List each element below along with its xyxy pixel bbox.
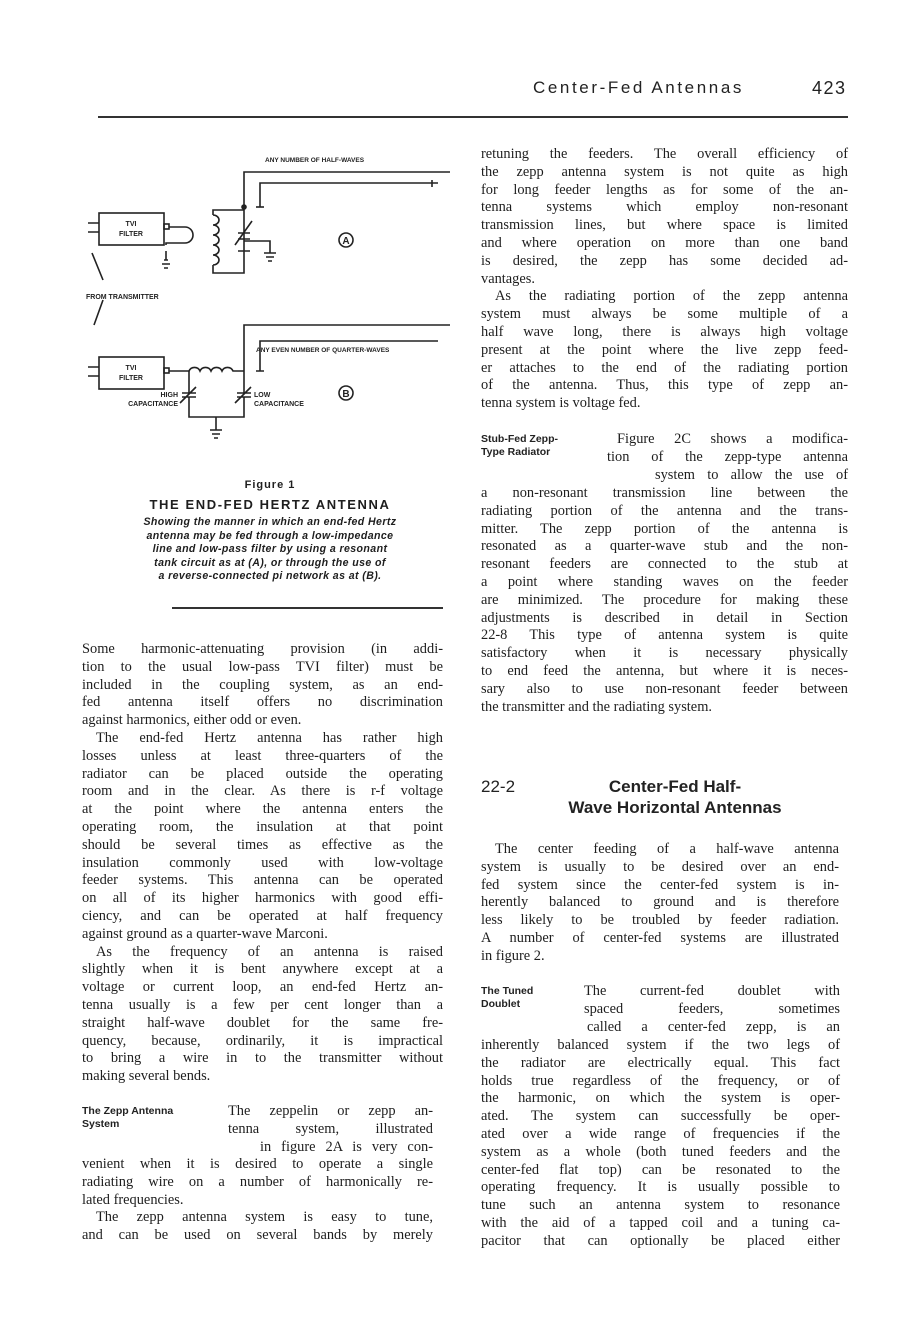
label-capacitance-high: CAPACITANCE [128, 401, 178, 408]
header-rule [98, 116, 848, 118]
text-line: straight half-wave doublet for the same fre- [82, 1014, 443, 1031]
text-line: The current-fed doublet with [584, 983, 840, 999]
text-line: against ground as a quarter-wave Marconi. [82, 925, 328, 942]
text-line: to bring a wire in to the transmitter without [82, 1050, 443, 1067]
sidehead-zepp-antenna [82, 1105, 173, 1131]
caption-line: antenna may be fed through a low-impedance [146, 529, 394, 542]
text-line: and where operation on more than one band [481, 234, 848, 251]
caption-line: a reverse-connected pi network as at (B). [158, 570, 382, 582]
figure-rule [172, 607, 443, 609]
sidehead-line: Type Radiator [481, 446, 551, 458]
text-line: slightly when it is bent anywhere except at a [82, 961, 443, 978]
text-line: the transmitter and the radiating system. [481, 698, 712, 715]
text-line: The zeppelin or zepp an- [228, 1103, 433, 1119]
text-line: losses unless at least three-quarters of the [82, 747, 443, 764]
text-line: included in the coupling system, as an end- [82, 676, 443, 693]
sidehead-stub-fed-zepp [481, 433, 558, 459]
text-line: radiating portion of the antenna and the trans- [481, 502, 848, 519]
text-line: less likely to be troubled by feeder radiation. [481, 912, 839, 929]
text-line: a non-resonant transmission line between the [481, 485, 848, 501]
text-line: 22-8 This type of antenna system is quite [481, 627, 848, 644]
label-half-waves: ANY NUMBER OF HALF-WAVES [265, 157, 365, 164]
figure-number: Figure 1 [244, 479, 296, 491]
text-line: operating room, the insulation at that point [82, 818, 443, 835]
text-line: and can be used on several bands by merely [82, 1227, 433, 1244]
text-line: of the antenna. Thus, this type of zepp an- [481, 377, 848, 394]
text-line: As the frequency of an antenna is raised [96, 943, 443, 960]
text-line: in figure 2A is very con- [260, 1138, 433, 1155]
sidehead-line: The Zepp Antenna [82, 1105, 174, 1117]
text-line: resonant feeders are connected to the stub at [481, 556, 848, 573]
text-line: system to allow the use of [655, 466, 848, 483]
text-line: insulation commonly used with low-voltage [82, 854, 443, 871]
doublet-body-text [481, 1037, 840, 1251]
text-line: Some harmonic-attenuating provision (in addi- [82, 641, 443, 657]
text-line: sary also to use non-resonant feeder between [481, 680, 848, 697]
text-line: satisfactory when it is necessary physically [481, 645, 848, 662]
figure-title: THE END-FED HERTZ ANTENNA [149, 497, 391, 512]
right-body-text [481, 146, 848, 413]
text-line: As the radiating portion of the zepp antenna [495, 288, 848, 305]
text-line: system must always be some multiple of a [481, 306, 848, 323]
doublet-wrap-text [584, 983, 840, 1036]
text-line: present at the point where the live zepp feed- [481, 341, 848, 358]
text-line: fed antenna itself offers no discrimination [82, 694, 443, 711]
text-line: a point where standing waves on the feeder [481, 573, 848, 590]
text-line: system as a whole (both tuned feeders and the [481, 1143, 840, 1160]
text-line: The end-fed Hertz antenna has rather high [96, 729, 443, 746]
label-capacitance-low: CAPACITANCE [254, 401, 304, 408]
text-line: transmission lines, but where space is limited [481, 217, 848, 234]
text-line: vantages. [481, 270, 535, 287]
text-line: radiator can be placed outside the operating [82, 765, 443, 782]
sidehead-tuned-doublet [481, 985, 533, 1011]
text-line: the harmonic, on which the system is oper- [481, 1090, 840, 1107]
label-filter-b: FILTER [119, 375, 143, 382]
text-line: venient when it is desired to operate a single [82, 1156, 433, 1172]
sidehead-line: System [82, 1118, 120, 1130]
text-line: is desired, the zepp has some decided ad- [481, 252, 848, 269]
text-line: operating frequency. It is usually possible to [481, 1179, 840, 1196]
text-line: tenna systems which employ non-resonant [481, 199, 848, 216]
text-line: The zepp antenna system is easy to tune, [96, 1209, 433, 1226]
text-line: for long feeder lengths as for some of the an- [481, 181, 848, 198]
label-quarter-waves: ANY EVEN NUMBER OF QUARTER-WAVES [256, 347, 390, 354]
running-title: Center-Fed Antennas [533, 78, 744, 97]
sidehead-line: The Tuned [481, 985, 534, 997]
text-line: center-fed flat top) can be resonated to the [481, 1161, 840, 1178]
text-line: half wave long, there is always high voltage [481, 323, 848, 340]
text-line: to end feed the antenna, but where it is neces- [481, 662, 848, 679]
text-line: inherently balanced system if the two legs of [481, 1037, 840, 1053]
text-line: tenna system, illustrated [228, 1120, 433, 1137]
caption-line: Showing the manner in which an end-fed Hertz [143, 516, 397, 528]
text-line: er attaches to the end of the radiating portion [481, 359, 848, 376]
text-line: tune such an antenna system to resonance [481, 1197, 840, 1214]
tvi-filter-box-a [99, 213, 164, 245]
text-line: against harmonics, either odd or even. [82, 712, 302, 729]
sidehead-line: Stub-Fed Zepp- [481, 433, 558, 445]
section-title [540, 776, 810, 818]
text-line: adjustments is described in detail in Section [481, 609, 848, 626]
label-filter-a: FILTER [119, 231, 143, 238]
text-line: room and in the clear. As there is r-f voltage [82, 783, 443, 800]
text-line: lated frequencies. [82, 1191, 184, 1208]
label-tvi-b: TVI [125, 365, 137, 372]
text-line: making several bends. [82, 1068, 211, 1085]
marker-b: B [342, 389, 350, 400]
text-line: the radiator are electrically equal. This fact [481, 1054, 840, 1071]
zepp-body-text [82, 1156, 433, 1245]
text-line: spaced feeders, sometimes [584, 1000, 840, 1017]
text-line: tenna system is voltage fed. [481, 395, 641, 412]
text-line: holds true regardless of the frequency, or of [481, 1072, 840, 1089]
text-line: ated over a wide range of frequencies if the [481, 1125, 840, 1142]
text-line: herently balanced to ground and is therefore [481, 894, 839, 911]
text-line: The center feeding of a half-wave antenna [495, 841, 839, 857]
text-line: tion of the zepp-type antenna [607, 448, 848, 465]
sidehead-line: Doublet [481, 998, 521, 1010]
text-line: radiating wire on a number of harmonically re- [82, 1173, 433, 1190]
center-feed-body-text [481, 841, 839, 966]
text-line: ciency, and can be operated at half frequency [82, 907, 443, 924]
label-low: LOW [254, 392, 271, 399]
marker-a: A [342, 236, 350, 247]
text-line: the zepp antenna system is not quite as high [481, 163, 848, 180]
text-line: with the aid of a tapped coil and a tuning ca- [481, 1214, 840, 1231]
text-line: voltage or current loop, an end-fed Hertz an- [82, 979, 443, 996]
text-line: mitter. The zepp portion of the antenna is [481, 520, 848, 537]
text-line: on all of its higher harmonics with good effi- [82, 890, 443, 907]
stub-body-text [481, 485, 848, 716]
label-tvi-a: TVI [125, 221, 137, 228]
text-line: pacitor that can optionally be placed either [481, 1232, 840, 1249]
text-line: system is usually to be desired over an end- [481, 858, 839, 875]
figure-1-schematic [80, 135, 460, 465]
text-line: at the point where the antenna enters the [82, 801, 443, 818]
figure-caption [100, 516, 440, 584]
text-line: resonated as a quarter-wave stub and the non- [481, 538, 848, 555]
page-number: 423 [812, 78, 847, 98]
text-line: in figure 2. [481, 947, 545, 964]
text-line: should be several times as effective as the [82, 836, 443, 853]
label-high: HIGH [160, 392, 178, 399]
zepp-wrap-text [228, 1103, 433, 1156]
text-line: ated. The system can successfully be oper- [481, 1108, 840, 1125]
section-number: 22-2 [481, 777, 516, 796]
section-title-line: Center-Fed Half- [608, 777, 742, 796]
text-line: are minimized. The procedure for making these [481, 591, 848, 608]
text-line: called a center-fed zepp, is an [587, 1018, 840, 1035]
caption-line: tank circuit as at (A), or through the use of [154, 556, 386, 569]
text-line: tenna usually is a few per cent longer than a [82, 996, 443, 1013]
tvi-filter-box-b [99, 357, 164, 389]
text-line: tion to the usual low-pass TVI filter) must be [82, 658, 443, 675]
label-from-transmitter: FROM TRANSMITTER [86, 294, 159, 301]
caption-line: line and low-pass filter by using a resonant [152, 543, 388, 555]
text-line: Figure 2C shows a modifica- [617, 431, 848, 447]
stub-wrap-text [607, 431, 848, 484]
text-line: A number of center-fed systems are illustrated [481, 929, 839, 946]
left-body-text [82, 641, 443, 1086]
section-title-line: Wave Horizontal Antennas [568, 798, 782, 817]
text-line: quency, because, ordinarily, it is impractical [82, 1032, 443, 1049]
text-line: retuning the feeders. The overall efficiency of [481, 146, 848, 162]
text-line: feeder systems. This antenna can be operated [82, 872, 443, 889]
text-line: fed system since the center-fed system is in- [481, 876, 839, 893]
